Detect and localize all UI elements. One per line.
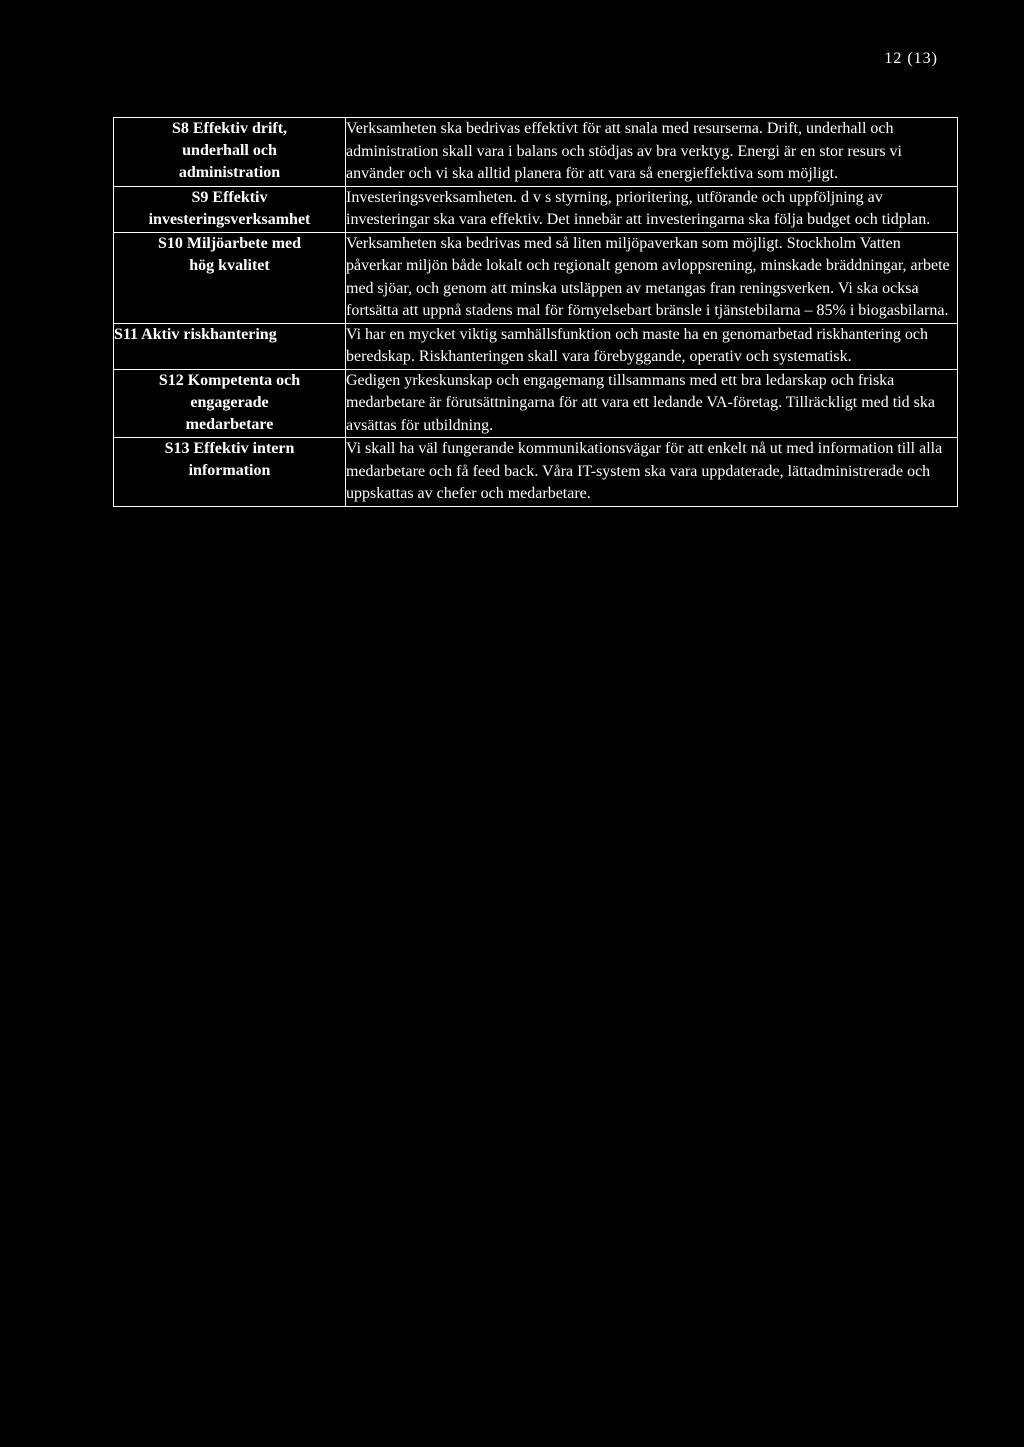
goal-description: Verksamheten ska bedrivas effektivt för att snala med resurserna. Drift, underhall och administration skall vara i balans och stödjas av bra verktyg. Energi är en stor resurs vi använder och vi ska alltid planera för att vara så energieffektiva som möjligt. (346, 118, 958, 187)
goal-label: engagerade (190, 393, 269, 411)
goal-description: Gedigen yrkeskunskap och engagemang tillsammans med ett bra ledarskap och friska medarbetare är förutsättningarna för att vara ett ledande VA-företag. Tillräckligt med tid ska avsättas för utbildning. (346, 369, 958, 438)
page-number: 12 (13) (884, 50, 938, 67)
goal-label: S12 Kompetenta och (158, 371, 301, 389)
goal-label-cell (114, 438, 346, 507)
goal-label: S10 Miljöarbete med (157, 234, 302, 252)
table-row (114, 369, 958, 438)
goals-table (113, 117, 958, 507)
goal-description: Investeringsverksamheten. d v s styrning, prioritering, utförande och uppföljning av investeringar ska vara effektiv. Det innebär att investeringarna ska följa budget och tidplan. (346, 186, 958, 232)
goal-label: S9 Effektiv (191, 188, 268, 206)
goal-label-cell (114, 369, 346, 438)
goal-description: Verksamheten ska bedrivas med så liten miljöpaverkan som möjligt. Stockholm Vatten påverkar miljön både lokalt och regionalt genom avloppsrening, minskade bräddningar, arbete med sjöar, och genom att minska utsläppen av metangas fran reningsverken. Vi ska ocksa fortsätta att uppnå stadens mal för förnyelsebart bränsle i tjänstebilarna – 85% i biogasbilarna. (346, 232, 958, 323)
goal-description: Vi skall ha väl fungerande kommunikationsvägar för att enkelt nå ut med information till alla medarbetare och få feed back. Våra IT-system ska vara uppdaterade, lättadministrerade och uppskattas av chefer och medarbetare. (346, 438, 958, 507)
goal-label-cell (114, 118, 346, 187)
table-row (114, 323, 958, 369)
goal-label: administration (178, 164, 281, 181)
table-row (114, 438, 958, 507)
table-row (114, 232, 958, 323)
goal-label-cell (114, 323, 346, 369)
goal-label: medarbetare (185, 415, 274, 433)
goal-label-cell (114, 186, 346, 232)
goal-label: S8 Effektiv drift, (171, 120, 288, 137)
goal-label: information (188, 462, 271, 479)
goal-label: underhall och (182, 142, 277, 159)
goal-label: investeringsverksamhet (148, 210, 311, 228)
goal-label: S11 Aktiv riskhantering (114, 325, 277, 343)
goal-label-cell (114, 232, 346, 323)
goal-description: Vi har en mycket viktig samhällsfunktion och maste ha en genomarbetad riskhantering och beredskap. Riskhanteringen skall vara förebyggande, operativ och systematisk. (346, 323, 958, 369)
goal-label: hög kvalitet (189, 256, 270, 274)
table-row (114, 186, 958, 232)
table-row (114, 118, 958, 187)
goal-label: S13 Effektiv intern (164, 440, 295, 457)
